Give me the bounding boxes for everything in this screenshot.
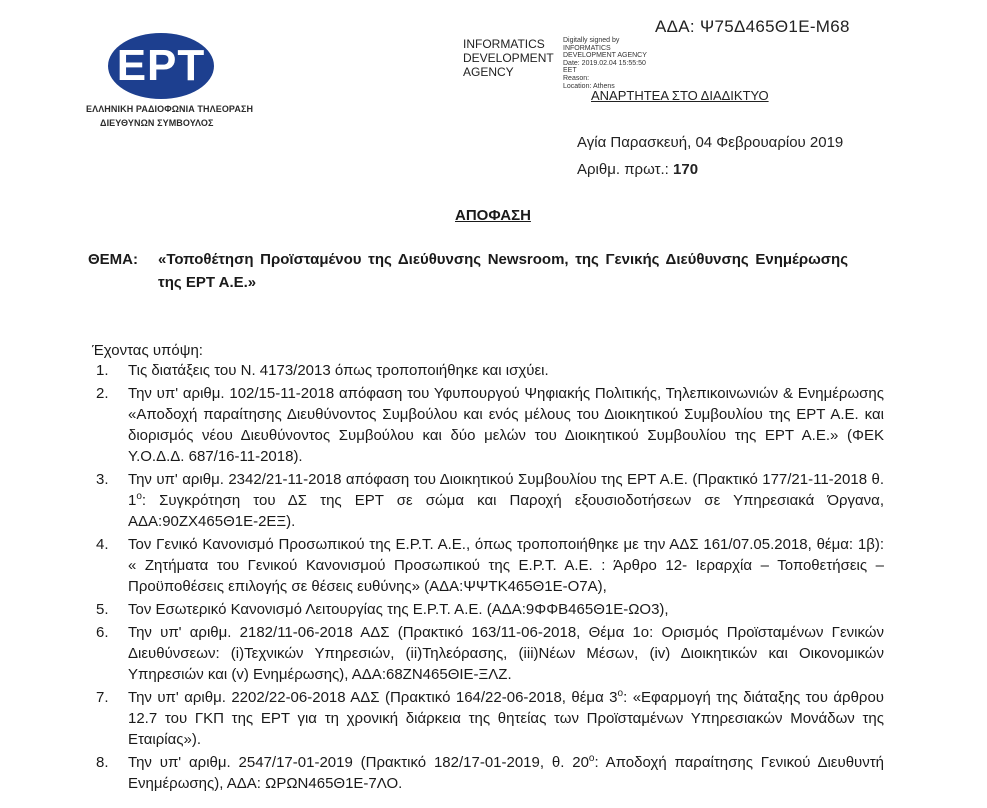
list-item — [92, 360, 884, 381]
signature-line: Location: Athens — [563, 82, 615, 90]
signature-line: Digitally signed by — [563, 37, 620, 44]
digital-signature-details — [563, 37, 673, 90]
protocol-label: Αριθμ. πρωτ.: — [577, 161, 669, 178]
item-number: 5. — [96, 601, 109, 618]
subject-text: «Τοποθέτηση Προϊσταμένου της Διεύθυνσης Newsroom, της Γενικής Διεύθυνσης Ενημέρωσης της ΕΡΤ Α.Ε.» — [158, 251, 848, 291]
item-text-part: Την υπ' αριθμ. 2202/22-06-2018 ΑΔΣ (Πρακτικό 164/22-06-2018, θέμα 3 — [128, 689, 618, 706]
document-title: ΑΠΟΦΑΣΗ — [455, 207, 531, 224]
item-text-part: : Αποδοχή παραίτησης Γενικού Διευθυντή Ενημέρωσης), ΑΔΑ: ΩΡΩΝ465Θ1Ε-7ΛΟ. — [128, 754, 885, 792]
list-item — [92, 383, 884, 467]
item-text: Τον Εσωτερικό Κανονισμό Λειτουργίας της Ε.Ρ.Τ. Α.Ε. (ΑΔΑ:9ΦΦΒ465Θ1Ε-ΩΟ3), — [128, 601, 669, 618]
item-superscript: ο — [136, 491, 142, 502]
list-item — [92, 599, 884, 620]
item-number: 4. — [96, 536, 109, 553]
signature-line: DEVELOPMENT AGENCY — [563, 52, 647, 60]
subject-label: ΘΕΜΑ: — [88, 251, 138, 268]
item-number: 8. — [96, 754, 109, 771]
signer-name: INFORMATICS DEVELOPMENT AGENCY — [463, 37, 554, 79]
item-text-part: : Συγκρότηση του ΔΣ της ΕΡΤ σε σώμα και Παροχή εξουσιοδοτήσεων σε Υπηρεσιακά Όργανα, ΑΔΑ:90ΖΧ465Θ1Ε-2ΕΞ). — [128, 492, 884, 530]
signature-line: Reason: — [563, 74, 590, 82]
item-text: Τον Γενικό Κανονισμό Προσωπικού της Ε.Ρ.Τ. Α.Ε., όπως τροποποιήθηκε με την ΑΔΣ 161/07.05.2018, θέμα: 1β): « Ζητήματα του Γενικού Κανονισμού Προσωπικού της Ε.Ρ.Τ. Α.Ε. : Άρθρο 12- Ιεραρχία – Τοποθετήσεις –Προϋποθέσεις επιλογής σε θέσεις ευθύνης» (ΑΔΑ:ΨΨΤΚ465Θ1Ε-Ο7Α), — [128, 536, 884, 595]
item-number: 7. — [96, 689, 109, 706]
item-text — [128, 471, 884, 530]
item-superscript: ο — [588, 753, 595, 764]
item-text-part: Την υπ' αριθμ. 2342/21-11-2018 απόφαση του Διοικητικού Συμβουλίου της ΕΡΤ Α.Ε. (Πρακτικό 177/21-11-2018 θ. 1 — [128, 471, 884, 509]
considerations-list — [92, 360, 884, 796]
list-item — [92, 687, 884, 750]
subject — [88, 248, 848, 294]
signature-line: Date: 2019.02.04 15:55:50 — [563, 59, 646, 67]
protocol-value: 170 — [673, 161, 699, 178]
publish-note: ΑΝΑΡΤΗΤΕΑ ΣΤΟ ΔΙΑΔΙΚΤΥΟ — [591, 88, 769, 103]
item-text: Την υπ' αριθμ. 102/15-11-2018 απόφαση του Υφυπουργού Ψηφιακής Πολιτικής, Τηλεπικοινωνιών & Ενημέρωσης «Αποδοχή παραίτησης Διευθύνοντος Συμβούλου και ενός μέλους του Διοικητικού Συμβουλίου της ΕΡΤ Α.Ε. και διορισμός νέου Διευθύνοντος Συμβούλου και δύο μελών του Διοικητικού Συμβουλίου της ΕΡΤ Α.Ε.» (ΦΕΚ Υ.Ο.Δ.Δ. 687/16-11-2018). — [128, 385, 884, 465]
list-item — [92, 469, 884, 532]
signature-line: INFORMATICS — [563, 44, 611, 52]
org-department: ΔΙΕΥΘΥΝΩΝ ΣΥΜΒΟΥΛΟΣ — [100, 118, 214, 128]
item-text: Την υπ' αριθμ. 2182/11-06-2018 ΑΔΣ (Πρακτικό 163/11-06-2018, Θέμα 1ο: Ορισμός Προϊσταμένων Γενικών Διευθύνσεων: (i)Τεχνικών Υπηρεσιών, (ii)Τηλεόρασης, (iii)Νέων Μέσων, (iv) Διοικητικών και Οικονομικών Υπηρεσιών και (v) Ενημέρωσης), ΑΔΑ:68ΖΝ465ΘΙΕ-ΞΛΖ. — [128, 624, 884, 683]
item-number: 1. — [96, 362, 109, 379]
place-date: Αγία Παρασκευή, 04 Φεβρουαρίου 2019 — [577, 134, 844, 151]
signature-line: EET — [563, 67, 577, 75]
item-text — [128, 689, 884, 748]
item-text-part: : «Εφαρμογή της διάταξης του άρθρου 12.7 του ΓΚΠ της ΕΡΤ για τη χρονική διάρκεια της θητείας των Προϊσταμένων Υπηρεσιακών Μονάδων της Εταιρίας»). — [128, 689, 884, 748]
item-text: Τις διατάξεις του Ν. 4173/2013 όπως τροποποιήθηκε και ισχύει. — [128, 362, 549, 379]
item-superscript: ο — [617, 688, 624, 699]
ert-logo — [108, 33, 214, 99]
list-item — [92, 752, 884, 794]
item-number: 2. — [96, 385, 109, 402]
logo-text: EPT — [116, 41, 206, 90]
protocol-number — [577, 161, 698, 178]
ada-code: ΑΔΑ: Ψ75Δ465Θ1Ε-Μ68 — [655, 17, 850, 36]
considering-heading: Έχοντας υπόψη: — [92, 342, 203, 359]
item-number: 3. — [96, 471, 109, 488]
org-name: ΕΛΛΗΝΙΚΗ ΡΑΔΙΟΦΩΝΙΑ ΤΗΛΕΟΡΑΣΗ — [86, 104, 254, 114]
list-item — [92, 622, 884, 685]
list-item — [92, 534, 884, 597]
item-text-part: Την υπ' αριθμ. 2547/17-01-2019 (Πρακτικό 182/17-01-2019, θ. 20 — [128, 754, 589, 771]
item-number: 6. — [96, 624, 109, 641]
item-text — [128, 754, 884, 792]
